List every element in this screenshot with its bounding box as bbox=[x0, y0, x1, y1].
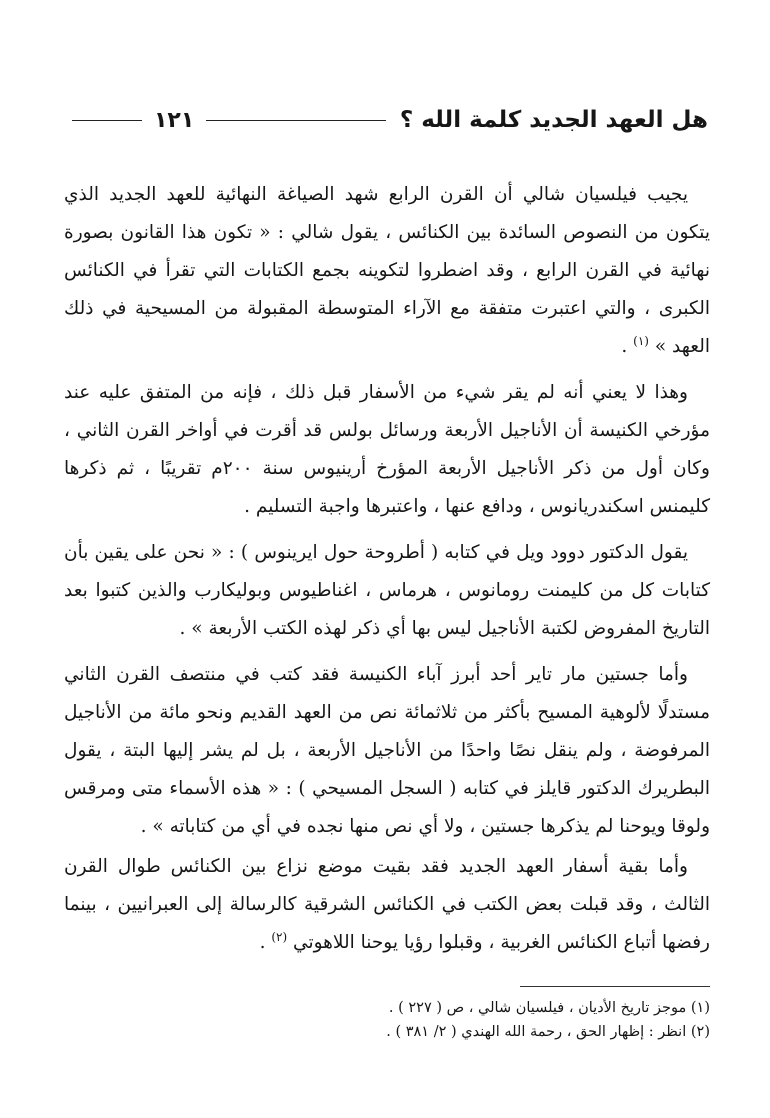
header-rule-long bbox=[206, 120, 386, 121]
paragraph-1: يجيب فيلسيان شالي أن القرن الرابع شهد الصياغة النهائية للعهد الجديد الذي يتكون من النصوص السائدة بين الكنائس ، يقول شالي : « تكون هذا القانون بصورة نهائية في القرن الرابع ، وقد اضطروا لتكوينه بجمع الكتابات التي تقرأ في الكنائس الكبرى ، والتي اعتبرت متفقة مع الآراء المتوسطة المقبولة من المسيحية في ذلك العهد » $^{(١)}$ . bbox=[64, 184, 710, 357]
paragraph-4: وأما جستين مار تاير أحد أبرز آباء الكنيسة فقد كتب في منتصف القرن الثاني مستدلًا لألوهية المسيح بأكثر من ثلاثمائة نص من العهد القديم ونحو مائة من الأناجيل المرفوضة ، ولم ينقل نصًا واحدًا من الأناجيل الأربعة ، بل لم يشر إليها البتة ، يقول البطريرك الدكتور قايلز في كتابه ( السجل المسيحي ) : « هذه الأسماء متى ومرقس ولوقا ويوحنا لم يذكرها جستين ، ولا أي نص منها نجده في أي من كتاباته » . bbox=[64, 664, 710, 837]
header-rule-short bbox=[72, 120, 142, 121]
footnotes bbox=[64, 996, 710, 1044]
body-text bbox=[64, 176, 710, 970]
page-number: ١٢١ bbox=[154, 107, 195, 133]
paragraph-2: وهذا لا يعني أنه لم يقر شيء من الأسفار قبل ذلك ، فإنه من المتفق عليه عند مؤرخي الكنيسة أن الأناجيل الأربعة ورسائل بولس قد أقرت في أواخر القرن الثاني ، وكان أول من ذكر الأناجيل الأربعة المؤرخ أرينيوس سنة ٢٠٠م تقريبًا ، ثم ذكرها كليمنس اسكندريانوس ، ودافع عنها ، واعتبرها واجبة التسليم . bbox=[64, 382, 710, 517]
footnote-1: (١) موجز تاريخ الأديان ، فيلسيان شالي ، ص ( ٢٢٧ ) . bbox=[388, 1000, 710, 1016]
footnote-ref-2: (٢) bbox=[271, 929, 288, 944]
running-title: هل العهد الجديد كلمة الله ؟ bbox=[399, 107, 708, 133]
paragraph-5: وأما بقية أسفار العهد الجديد فقد بقيت موضع نزاع بين الكنائس طوال القرن الثالث ، وقد قبلت بعض الكتب في الكنائس الشرقية كالرسالة إلى العبرانيين ، بينما رفضها أتباع الكنائس الغربية ، وقبلوا رؤيا يوحنا اللاهوتي $^{(٢)}$ . bbox=[64, 856, 710, 953]
footnote-2: (٢) انظر : إظهار الحق ، رحمة الله الهندي ( ٢/ ٣٨١ ) . bbox=[386, 1024, 710, 1040]
running-header bbox=[66, 100, 708, 140]
paragraph-3: يقول الدكتور دوود ويل في كتابه ( أطروحة حول ايرينوس ) : « نحن على يقين بأن كتابات كل من كليمنت رومانوس ، هرماس ، اغناطيوس وبوليكارب والذين كتبوا بعد التاريخ المفروض لكتبة الأناجيل ليس بها أي ذكر لهذه الكتب الأربعة » . bbox=[64, 542, 710, 639]
footnote-divider bbox=[520, 986, 710, 987]
footnote-ref-1: (١) bbox=[633, 333, 649, 348]
